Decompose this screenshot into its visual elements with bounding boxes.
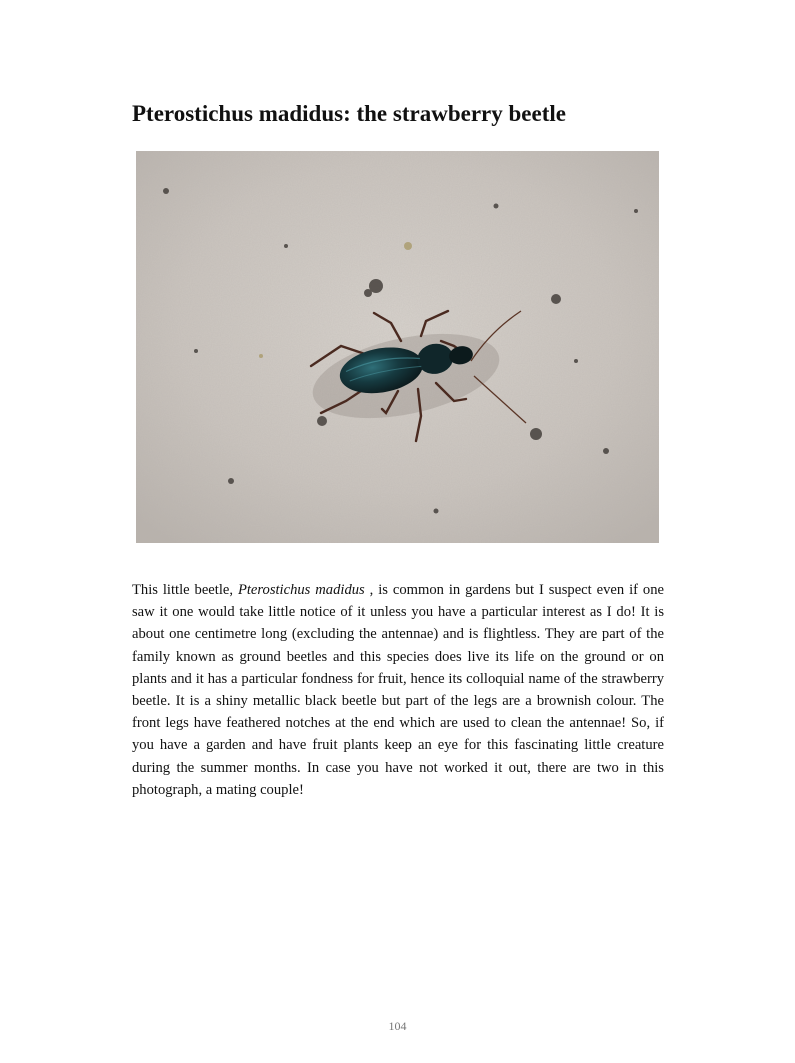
paragraph-body: , is common in gardens but I suspect even if one saw it one would take little notice of it unless you have a particular interest as I do! It is about one centimetre long (excluding the antennae) and is flightless. They are part of the family known as ground beetles and this species does live its life on the ground or on plants and it has a particular fondness for fruit, hence its colloquial name of the strawberry beetle. It is a shiny metallic black beetle but part of the legs are a brownish colour. The front legs have feathered notches at the end which are used to clean the antennae! So, if you have a garden and have fruit plants keep an eye for this fascinating little creature during the summer months. In case you have not worked it out, there are two in this photograph, a mating couple! [132, 582, 664, 798]
species-name: Pterostichus madidus [237, 582, 365, 598]
page-title: Pterostichus madidus: the strawberry beetle [132, 101, 566, 126]
page-number: 104 [388, 1019, 407, 1033]
beetle-photograph [136, 151, 659, 543]
body-paragraph [132, 579, 664, 801]
paragraph-intro: This little beetle, [132, 582, 238, 598]
